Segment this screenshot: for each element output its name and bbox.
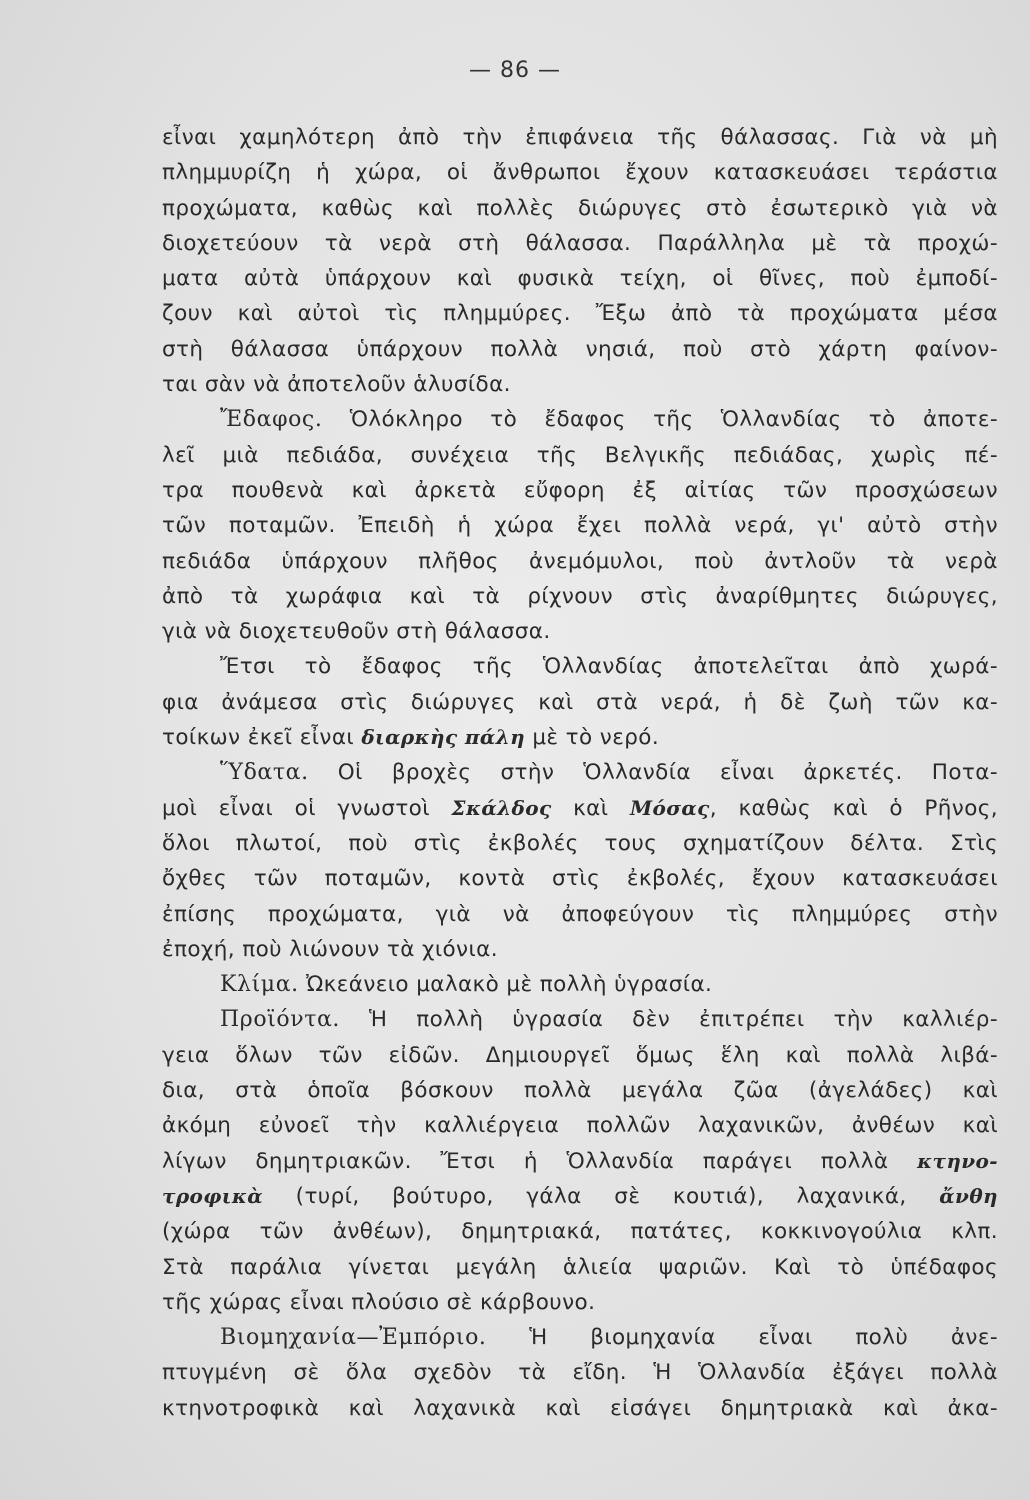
text-span: , καθὼς καὶ ὁ Ρῆνος,	[709, 795, 998, 821]
text-line: Ἔτσι τὸ ἔδαφος τῆς Ὁλλανδίας ἀποτελεῖται ἀπὸ χωρά-	[220, 654, 998, 680]
text-line: ἐπίσης προχώματα, γιὰ νὰ ἀποφεύγουν τὶς πλημμύρες στὴν	[162, 901, 998, 927]
text-line: φια ἀνάμεσα στὶς διώρυγες καὶ στὰ νερά, ἡ δὲ ζωὴ τῶν κα-	[162, 689, 998, 715]
text-line: ἀκόμη εὐνοεῖ τὴν καλλιέργεια πολλῶν λαχανικῶν, ἀνθέων καὶ	[162, 1113, 998, 1139]
emphasis-text: ἄνθη	[939, 1183, 998, 1208]
text-line	[162, 1179, 998, 1214]
emphasis-text: τροφικὰ	[162, 1183, 264, 1208]
text-span: Οἱ βροχὲς στὴν Ὁλλανδία εἶναι ἀρκετές. Ποτα-	[337, 760, 998, 786]
text-line: ματα αὐτὰ ὑπάρχουν καὶ φυσικὰ τείχη, οἱ θῖνες, ποὺ ἐμποδί-	[162, 266, 998, 292]
text-span: μὲ τὸ νερό.	[532, 725, 660, 751]
text-line: ζουν καὶ αὐτοὶ τὶς πλημμύρες. Ἔξω ἀπὸ τὰ προχώματα μέσα	[162, 301, 998, 327]
text-line: εἶναι χαμηλότερη ἀπὸ τὴν ἐπιφάνεια τῆς θάλασσας. Γιὰ νὰ μὴ	[162, 125, 998, 150]
text-span: λίγων δημητριακῶν. Ἔτσι ἡ Ὁλλανδία παράγει πολλὰ	[162, 1148, 889, 1174]
section-heading: Βιομηχανία—Ἐμπόριο.	[220, 1325, 487, 1351]
section-ydata	[162, 755, 998, 790]
text-span: τοίκων ἐκεῖ εἶναι	[162, 725, 355, 751]
text-span: (τυρί, βούτυρο, γάλα σὲ κουτιά), λαχανικά,	[295, 1183, 907, 1209]
text-line: ἐποχή, ποὺ λιώνουν τὰ χιόνια.	[162, 936, 498, 962]
text-line: λεῖ μιὰ πεδιάδα, συνέχεια τῆς Βελγικῆς πεδιάδας, χωρὶς πέ-	[162, 442, 998, 468]
page-number: — 86 —	[469, 58, 561, 83]
text-line: ὅλοι πλωτοί, ποὺ στὶς ἐκβολές τους σχηματίζουν δέλτα. Στὶς	[162, 830, 998, 856]
text-span: Ἡ πολλὴ ὑγρασία δὲν ἐπιτρέπει τὴν καλλιέρ-	[368, 1007, 998, 1033]
text-line: δια, στὰ ὁποῖα βόσκουν πολλὰ μεγάλα ζῶα (ἀγελάδες) καὶ	[162, 1078, 998, 1104]
text-line: προχώματα, καθὼς καὶ πολλὲς διώρυγες στὸ ἐσωτερικὸ γιὰ νὰ	[162, 195, 998, 221]
text-line: (χώρα τῶν ἀνθέων), δημητριακά, πατάτες, κοκκινογούλια κλπ.	[162, 1219, 998, 1245]
emphasis-text: διαρκὴς πάλη	[361, 725, 526, 750]
text-line: τρα πουθενὰ καὶ ἀρκετὰ εὔφορη ἐξ αἰτίας τῶν προσχώσεων	[162, 477, 998, 503]
section-viomichania	[162, 1320, 998, 1355]
text-line: ὄχθες τῶν ποταμῶν, κοντὰ στὶς ἐκβολές, ἔχουν κατασκευάσει	[162, 866, 998, 892]
section-heading: Ἔδαφος.	[220, 407, 323, 433]
text-span: μοὶ εἶναι οἱ γνωστοὶ	[162, 795, 430, 821]
section-edafos	[162, 402, 998, 437]
emphasis-text: κτηνο-	[917, 1148, 998, 1173]
text-line	[162, 1144, 998, 1179]
text-line: τῆς χώρας εἶναι πλούσιο σὲ κάρβουνο.	[162, 1289, 596, 1315]
emphasis-text: Σκάλδος	[451, 795, 552, 820]
section-klima	[162, 967, 998, 1002]
text-line: πτυγμένη σὲ ὅλα σχεδὸν τὰ εἴδη. Ἡ Ὁλλανδία ἐξάγει πολλὰ	[162, 1360, 998, 1386]
text-line: ἀπὸ τὰ χωράφια καὶ τὰ ρίχνουν στὶς ἀναρίθμητες διώρυγες,	[162, 583, 998, 609]
text-line: τῶν ποταμῶν. Ἐπειδὴ ἡ χώρα ἔχει πολλὰ νερά, γι' αὐτὸ στὴν	[162, 513, 998, 539]
emphasis-text: Μόσας	[629, 795, 710, 820]
text-line	[162, 791, 998, 826]
text-line: Στὰ παράλια γίνεται μεγάλη ἁλιεία ψαριῶν. Καὶ τὸ ὑπέδαφος	[162, 1254, 998, 1280]
text-span: Ἡ βιομηχανία εἶναι πολὺ ἀνε-	[529, 1325, 998, 1351]
text-line: πλημμυρίζη ἡ χώρα, οἱ ἄνθρωποι ἔχουν κατασκευάσει τεράστια	[162, 160, 998, 186]
text-line: διοχετεύουν τὰ νερὰ στὴ θάλασσα. Παράλληλα μὲ τὰ προχώ-	[162, 230, 998, 256]
text-line: γιὰ νὰ διοχετευθοῦν στὴ θάλασσα.	[162, 619, 551, 645]
section-proionta	[162, 1002, 998, 1037]
text-line: στὴ θάλασσα ὑπάρχουν πολλὰ νησιά, ποὺ στὸ χάρτη φαίνον-	[162, 336, 998, 362]
section-heading: Ὕδατα.	[220, 760, 309, 786]
section-heading: Κλίμα.	[220, 972, 299, 998]
text-line	[162, 720, 998, 755]
text-span: Ὁλόκληρο τὸ ἔδαφος τῆς Ὁλλανδίας τὸ ἀποτε-	[349, 407, 998, 433]
text-line: ται σὰν νὰ ἀποτελοῦν ἁλυσίδα.	[162, 372, 511, 398]
text-line: κτηνοτροφικὰ καὶ λαχανικὰ καὶ εἰσάγει δημητριακὰ καὶ ἀκα-	[162, 1395, 998, 1421]
text-line: πεδιάδα ὑπάρχουν πλῆθος ἀνεμόμυλοι, ποὺ ἀντλοῦν τὰ νερὰ	[162, 548, 998, 574]
body-text	[162, 120, 998, 1426]
text-line: γεια ὅλων τῶν εἰδῶν. Δημιουργεῖ ὅμως ἕλη καὶ πολλὰ λιβά-	[162, 1042, 998, 1068]
text-span: Ὠκεάνειο μαλακὸ μὲ πολλὴ ὑγρασία.	[306, 972, 713, 998]
section-heading: Προϊόντα.	[220, 1007, 341, 1033]
text-span: καὶ	[573, 795, 609, 821]
